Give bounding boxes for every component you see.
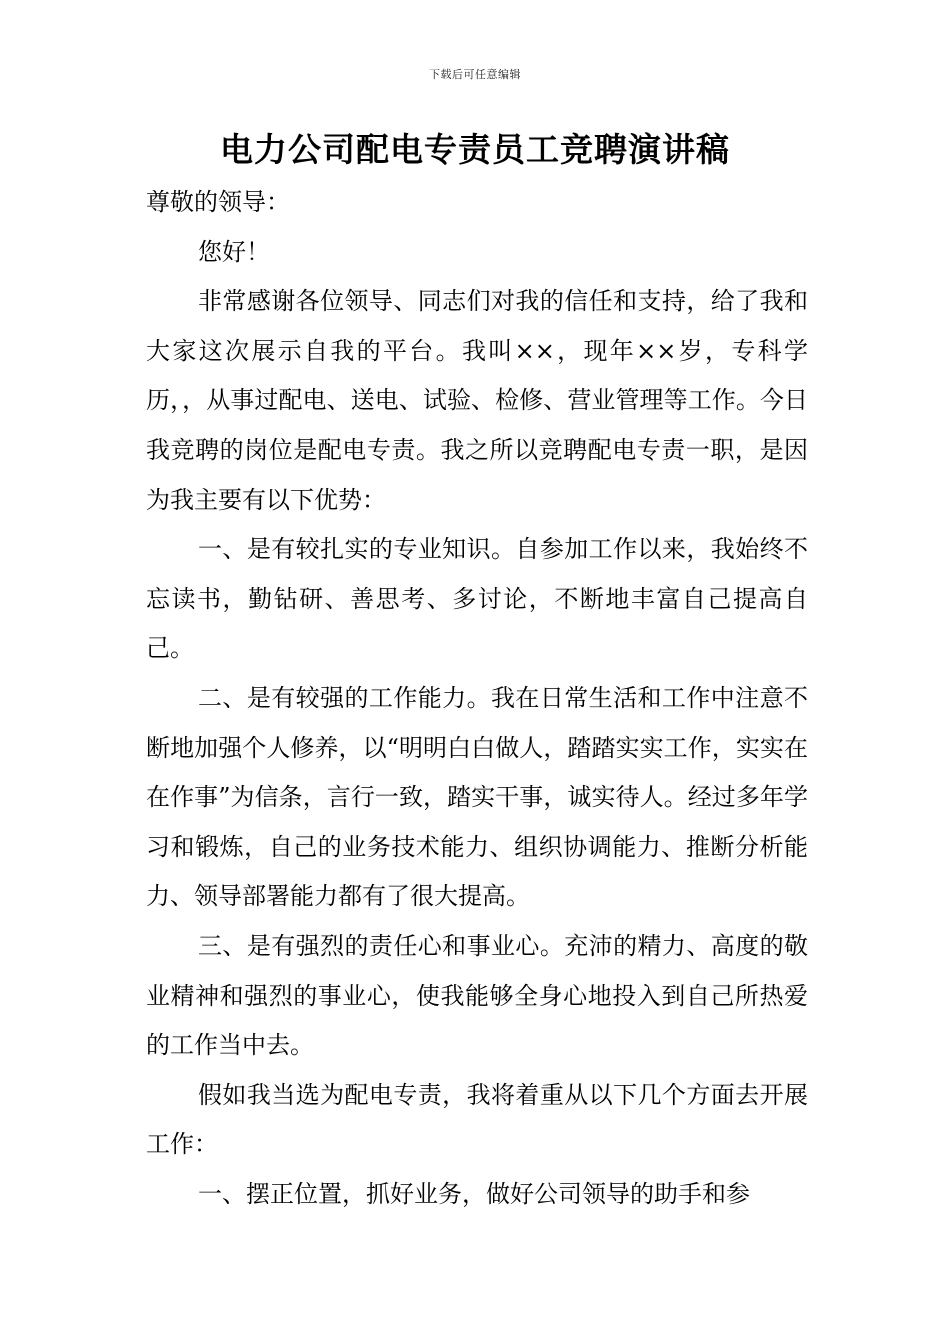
paragraph: 假如我当选为配电专责，我将着重从以下几个方面去开展工作： (146, 1080, 808, 1159)
paragraph: 三、是有强烈的责任心和事业心。充沛的精力、高度的敬业精神和强烈的事业心，使我能够全身心地投入到自己所热爱的工作当中去。 (146, 931, 808, 1060)
paragraph: 一、摆正位置，抓好业务，做好公司领导的助手和参 (198, 1179, 750, 1208)
paragraph: 您好！ (198, 237, 270, 266)
paragraph: 一、是有较扎实的专业知识。自参加工作以来，我始终不忘读书，勤钻研、善思考、多讨论，不断地丰富自己提高自己。 (146, 535, 808, 663)
salutation: 尊敬的领导： (146, 188, 290, 216)
paragraph: 非常感谢各位领导、同志们对我的信任和支持，给了我和大家这次展示自我的平台。我叫××，现年××岁，专科学历，，从事过配电、送电、试验、检修、营业管理等工作。今日我竞聘的岗位是配电专责。我之所以竞聘配电专责一职，是因为我主要有以下优势： (146, 287, 808, 514)
header-note: 下载后可任意编辑 (429, 68, 521, 81)
document-title: 电力公司配电专责员工竞聘演讲稿 (220, 130, 730, 169)
paragraph: 二、是有较强的工作能力。我在日常生活和工作中注意不断地加强个人修养，以“明明白白做人，踏踏实实工作，实实在在作事”为信条，言行一致，踏实干事，诚实待人。经过多年学习和锻炼，自己的业务技术能力、组织协调能力、推断分析能力、领导部署能力都有了很大提高。 (146, 683, 808, 911)
document-body (146, 178, 808, 1219)
